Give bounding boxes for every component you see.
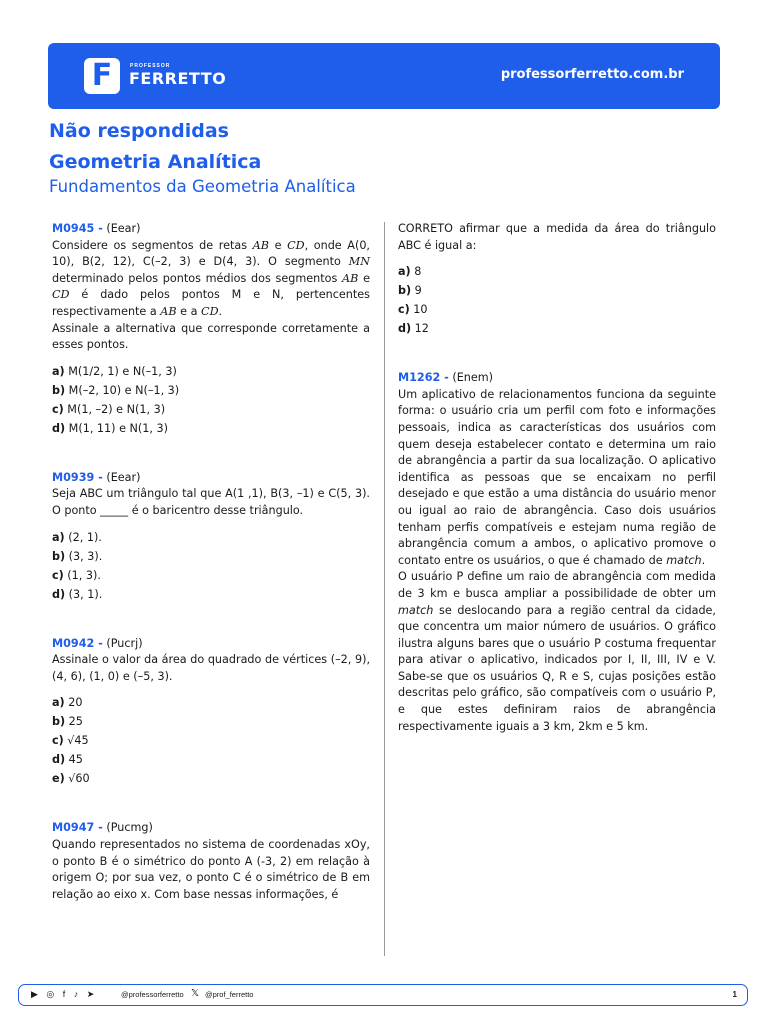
- question-text: [52, 238, 370, 321]
- option-letter: e): [52, 772, 65, 786]
- option-letter: d): [52, 421, 66, 435]
- question-header: [398, 370, 716, 387]
- footer-bar: [18, 984, 748, 1006]
- option-letter: c): [398, 303, 410, 317]
- emphasis-match: match: [666, 553, 702, 567]
- text-run: Considere os segmentos de retas: [52, 238, 253, 252]
- question-text: Quando representados no sistema de coordenadas xOy, o ponto B é o simétrico do ponto A (-3, 2) em relação à origem O; por sua vez, o ponto C é o simétrico de B em relação ao eixo x. Com base nessas informações, é: [52, 837, 370, 901]
- question-source: (Eear): [102, 470, 141, 484]
- question-text: [398, 387, 716, 570]
- option-c[interactable]: [52, 566, 370, 585]
- question-text-continued: CORRETO afirmar que a medida da área do triângulo ABC é igual a:: [398, 222, 716, 252]
- question-code: M0945 -: [52, 222, 103, 235]
- emphasis-match: match: [398, 603, 434, 617]
- logo-letter: F: [91, 58, 113, 93]
- option-text: (3, 3).: [65, 549, 103, 563]
- option-text: 10: [409, 303, 428, 317]
- question-m0947-continued: [398, 221, 716, 338]
- question-header: [52, 636, 370, 653]
- option-text: √45: [63, 734, 89, 748]
- question-m1262: [398, 370, 716, 735]
- page-number: 1: [732, 990, 737, 999]
- site-link[interactable]: professorferretto.com.br: [500, 67, 684, 82]
- option-letter: b): [398, 284, 412, 298]
- logo-badge: [84, 58, 120, 94]
- option-letter: a): [52, 530, 65, 544]
- option-c[interactable]: [52, 400, 370, 419]
- option-letter: d): [52, 753, 66, 767]
- question-text-2: [398, 569, 716, 735]
- question-m0945: [52, 221, 370, 438]
- question-header: [52, 820, 370, 837]
- question-code: M1262 -: [398, 371, 449, 385]
- option-text: M(1/2, 1) e N(–1, 3): [64, 364, 177, 378]
- option-text: 20: [64, 696, 83, 710]
- column-divider: [384, 222, 385, 956]
- question-code: M0942 -: [52, 636, 103, 650]
- subject-title: Geometria Analítica: [49, 151, 262, 173]
- vector-ab: AB: [342, 271, 359, 285]
- question-header: [52, 221, 370, 238]
- option-b[interactable]: [398, 281, 716, 300]
- x-icon[interactable]: 𝕏: [191, 988, 200, 999]
- logo-subtitle: PROFESSOR: [130, 63, 171, 69]
- option-letter: b): [52, 383, 66, 397]
- text-run: e: [358, 271, 370, 285]
- option-b[interactable]: [52, 547, 370, 566]
- option-letter: c): [52, 568, 64, 582]
- text-run: O usuário P define um raio de abrangência com medida de 3 km e busca ampliar a possibilidade de obter um: [398, 570, 716, 600]
- question-instruction: Assinale a alternativa que corresponde corretamente a esses pontos.: [52, 321, 370, 352]
- option-letter: a): [52, 696, 65, 710]
- section-title: Não respondidas: [49, 120, 229, 142]
- vector-ab: AB: [252, 238, 269, 252]
- option-text: 12: [411, 322, 429, 336]
- option-text: (3, 1).: [65, 587, 103, 601]
- text-run: .: [218, 304, 223, 318]
- header-banner: [48, 43, 720, 109]
- text-run: .: [701, 553, 706, 567]
- option-text: (1, 3).: [63, 568, 101, 582]
- option-letter: b): [52, 549, 66, 563]
- social-handle-x[interactable]: @prof_ferretto: [205, 990, 254, 999]
- option-text: √60: [64, 772, 90, 786]
- option-b[interactable]: [52, 712, 370, 731]
- question-text: Seja ABC um triângulo tal que A(1 ,1), B(3, –1) e C(5, 3). O ponto _____ é o baricentro desse triângulo.: [52, 487, 370, 517]
- text-run: e: [268, 238, 288, 252]
- question-text: Assinale o valor da área do quadrado de vértices (–2, 9), (4, 6), (1, 0) e (–5, 3).: [52, 653, 370, 683]
- option-text: 25: [65, 715, 83, 729]
- text-run: é dado pelos pontos M e N, pertencentes respectivamente a: [52, 288, 370, 318]
- question-source: (Enem): [448, 371, 494, 385]
- option-c[interactable]: [52, 731, 370, 750]
- logo-name: FERRETTO: [129, 69, 227, 88]
- question-code: M0947 -: [52, 821, 103, 835]
- text-run: , onde A(0, 10), B(2, 12), C(–2, 3) e D(4, 3). O segmento: [52, 238, 370, 269]
- left-column: [52, 221, 370, 935]
- option-d[interactable]: [52, 585, 370, 604]
- question-header: [52, 470, 370, 487]
- social-handle-primary[interactable]: @professorferretto: [121, 990, 184, 999]
- option-letter: a): [52, 364, 65, 378]
- option-d[interactable]: [398, 319, 716, 338]
- question-source: (Eear): [102, 222, 141, 235]
- question-source: (Pucrj): [102, 636, 143, 650]
- question-m0947: [52, 820, 370, 903]
- option-e[interactable]: [52, 769, 370, 788]
- option-text: M(1, 11) e N(1, 3): [65, 421, 168, 435]
- social-icons[interactable]: ▶ ◎ f ♪ ➤: [31, 989, 98, 999]
- option-text: 45: [65, 753, 83, 767]
- vector-ab: AB: [160, 304, 177, 318]
- option-letter: d): [398, 322, 412, 336]
- options-list: [52, 528, 370, 604]
- topic-title: Fundamentos da Geometria Analítica: [49, 177, 356, 196]
- text-run: determinado pelos pontos médios dos segmentos: [52, 271, 343, 285]
- question-m0942: [52, 636, 370, 789]
- option-d[interactable]: [52, 419, 370, 438]
- vector-cd: CD: [287, 238, 305, 252]
- option-text: M(–2, 10) e N(–1, 3): [65, 383, 180, 397]
- option-a[interactable]: [52, 693, 370, 712]
- right-column: [398, 221, 716, 767]
- option-a[interactable]: [52, 362, 370, 381]
- options-list: [398, 262, 716, 338]
- text-run: Um aplicativo de relacionamentos funciona da seguinte forma: o usuário cria um perfil com foto e informações pessoais, indica as características dos usuários com quem deseja estabelecer contato e determina um raio de abrangência a partir da sua localização. O aplicativo identifica as pessoas que se encaixam no perfil desejado e que estão a uma distância do usuário menor ou igual ao raio de abrangência. Caso dois usuários tenham perfis compatíveis e estejam numa região de abrangência comum a ambos, o aplicativo promove o contato entre os usuários, o que é chamado de: [398, 387, 716, 567]
- options-list: [52, 693, 370, 788]
- text-run: e a: [176, 304, 202, 318]
- question-code: M0939 -: [52, 470, 103, 484]
- option-text: (2, 1).: [64, 530, 102, 544]
- option-text: M(1, –2) e N(1, 3): [63, 402, 166, 416]
- vector-cd: CD: [52, 288, 70, 302]
- option-text: 8: [410, 265, 422, 279]
- option-c[interactable]: [398, 300, 716, 319]
- option-letter: a): [398, 265, 411, 279]
- text-run: se deslocando para a região central da cidade, que concentra um maior número de usuários. O gráfico ilustra alguns bares que o usuário P costuma frequentar para ativar o aplicativo, indicados por I, II, III, IV e V. Sabe-se que os usuários Q, R e S, cujas posições estão descritas pelo gráfico, são compatíveis com o usuário P, e que estes definiram raios de abrangência respectivamente iguais a 3 km, 2km e 5 km.: [398, 603, 716, 733]
- option-a[interactable]: [52, 528, 370, 547]
- question-m0939: [52, 470, 370, 604]
- vector-mn: MN: [348, 255, 370, 269]
- option-text: 9: [411, 284, 422, 298]
- question-source: (Pucmg): [102, 821, 153, 835]
- option-a[interactable]: [398, 262, 716, 281]
- option-d[interactable]: [52, 750, 370, 769]
- option-letter: c): [52, 734, 64, 748]
- option-letter: b): [52, 715, 66, 729]
- option-letter: d): [52, 587, 66, 601]
- options-list: [52, 362, 370, 438]
- option-b[interactable]: [52, 381, 370, 400]
- option-letter: c): [52, 402, 64, 416]
- vector-cd: CD: [201, 304, 219, 318]
